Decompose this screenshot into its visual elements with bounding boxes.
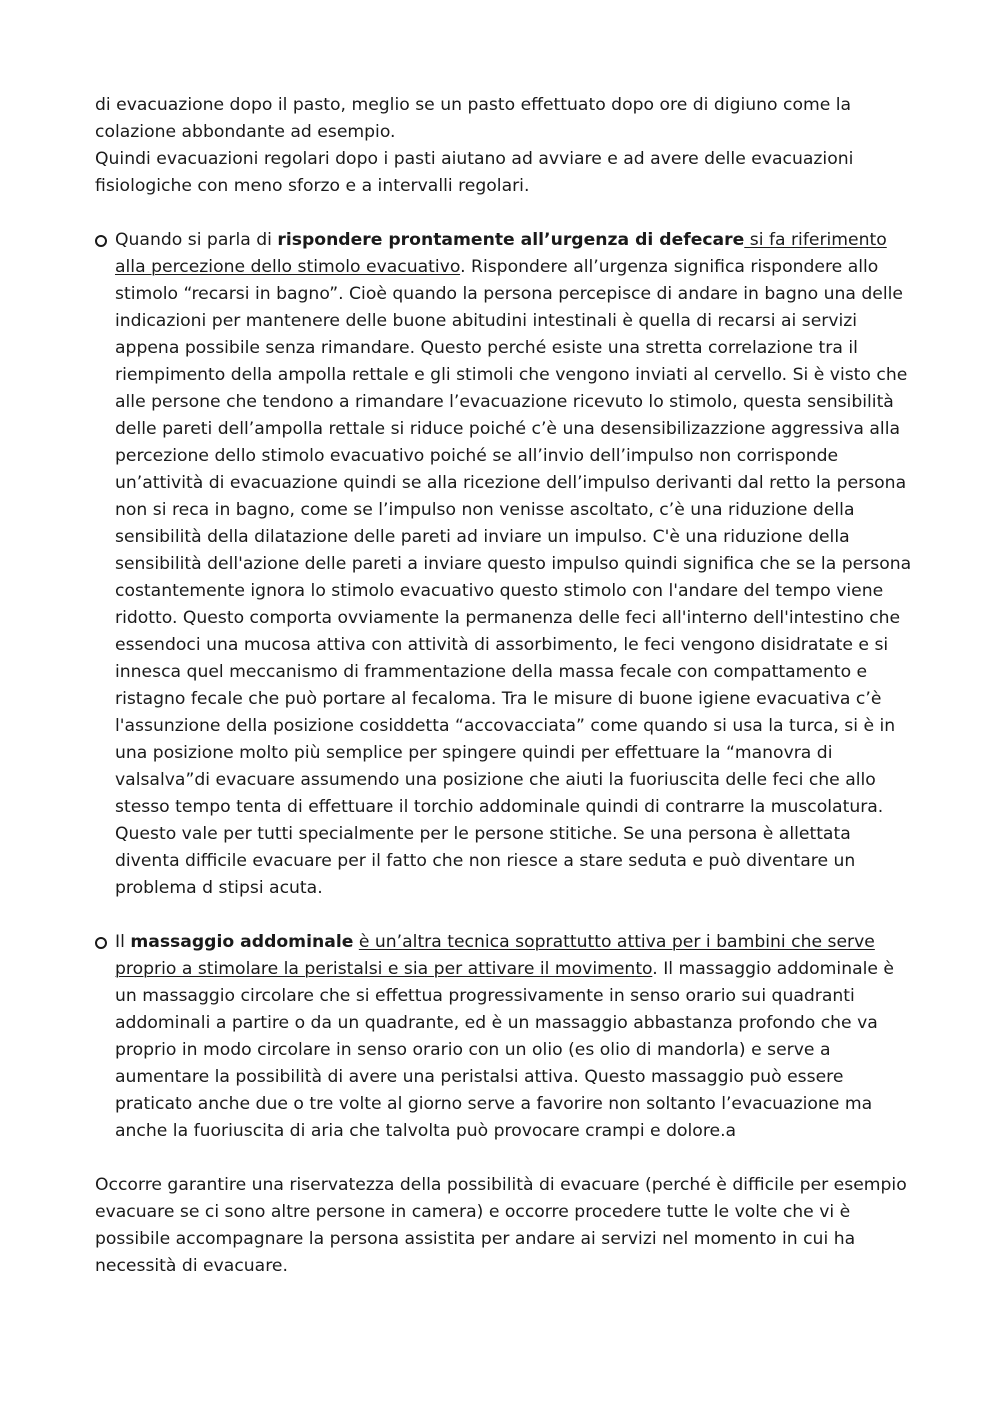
underlined-text: è un’altra tecnica soprattutto attiva per i bambini che serve proprio a stimolare la peristalsi e sia per attivare il movimento (115, 932, 875, 979)
spacer (95, 1145, 915, 1172)
spacer (95, 902, 915, 929)
bullet-body: . Rispondere all’urgenza significa rispondere allo stimolo “recarsi in bagno”. Cioè quando la persona percepisce di andare in bagno una delle indicazioni per mantenere delle buone abitudini intestinali è quella di recarsi ai servizi appena possibile senza rimandare. Questo perché esiste una stretta correlazione tra il riempimento della ampolla rettale e gli stimoli che vengono inviati al cervello. Si è visto che alle persone che tendono a rimandare l’evacuazione ricevuto lo stimolo, questa sensibilità delle pareti dell’ampolla rettale si riduce poiché c’è una desensibilizazzione aggressiva alla percezione dello stimolo evacuativo poiché se all’invio dell’impulso non corrisponde un’attività di evacuazione quindi se alla ricezione dell’impulso derivanti dal retto la persona non si reca in bagno, come se l’impulso non venisse ascoltato, c’è una riduzione della sensibilità della dilatazione delle pareti ad inviare un impulso. C'è una riduzione della sensibilità dell'azione delle pareti a inviare questo impulso quindi significa che se la persona costantemente ignora lo stimolo evacuativo questo stimolo con l'andare del tempo viene ridotto. Questo comporta ovviamente la permanenza delle feci all'interno dell'intestino che essendoci una mucosa attiva con attività di assorbimento, le feci vengono disidratate e si innesca quel meccanismo di frammentazione della massa fecale con compattamento e ristagno fecale che può portare al fecaloma. Tra le misure di buone igiene evacuativa c’è l'assunzione della posizione cosiddetta “accovacciata” come quando si usa la turca, si è in una posizione molto più semplice per spingere quindi per effettuare la “manovra di valsalva”di evacuare assumendo una posizione che aiuti la fuoriuscita delle feci che allo stesso tempo tenta di effettuare il torchio addominale quindi di contrarre la muscolatura. Questo vale per tutti specialmente per le persone stitiche. Se una persona è allettata diventa difficile evacuare per il fatto che non riesce a stare seduta e può diventare un problema d stipsi acuta. (115, 257, 912, 898)
hollow-circle-bullet-icon (95, 937, 107, 949)
bold-term: massaggio addominale (130, 932, 354, 952)
document-page (95, 92, 915, 1280)
bullet-body: . Il massaggio addominale è un massaggio circolare che si effettua progressivamente in senso orario sui quadranti addominali a partire o da un quadrante, ed è un massaggio abbastanza profondo che va proprio in modo circolare in senso orario con un olio (es olio di mandorla) e serve a aumentare la possibilità di avere una peristalsi attiva. Questo massaggio può essere praticato anche due o tre volte al giorno serve a favorire non soltanto l’evacuazione ma anche la fuoriuscita di aria che talvolta può provocare crampi e dolore.a (115, 959, 895, 1141)
intro-paragraph-2: Quindi evacuazioni regolari dopo i pasti aiutano ad avviare e ad avere delle evacuazioni fisiologiche con meno sforzo e a intervalli regolari. (95, 149, 854, 196)
spacer (95, 200, 915, 227)
hollow-circle-bullet-icon (95, 235, 107, 247)
bullet-paragraph (115, 929, 915, 1145)
intro-paragraph-1: di evacuazione dopo il pasto, meglio se un pasto effettuato dopo ore di digiuno come la colazione abbondante ad esempio. (95, 95, 852, 142)
bullet-item-urgenza (95, 227, 915, 902)
bullet-prefix: Il (115, 932, 131, 952)
bullet-item-massaggio (95, 929, 915, 1145)
bullet-prefix: Quando si parla di (115, 230, 278, 250)
bold-term: rispondere prontamente all’urgenza di defecare (277, 230, 745, 250)
bullet-paragraph (115, 227, 915, 902)
closing-paragraph: Occorre garantire una riservatezza della possibilità di evacuare (perché è difficile per esempio evacuare se ci sono altre persone in camera) e occorre procedere tutte le volte che vi è possibile accompagnare la persona assistita per andare ai servizi nel momento in cui ha necessità di evacuare. (95, 1175, 907, 1276)
underlined-text: si fa riferimento alla percezione dello stimolo evacuativo (115, 230, 887, 277)
